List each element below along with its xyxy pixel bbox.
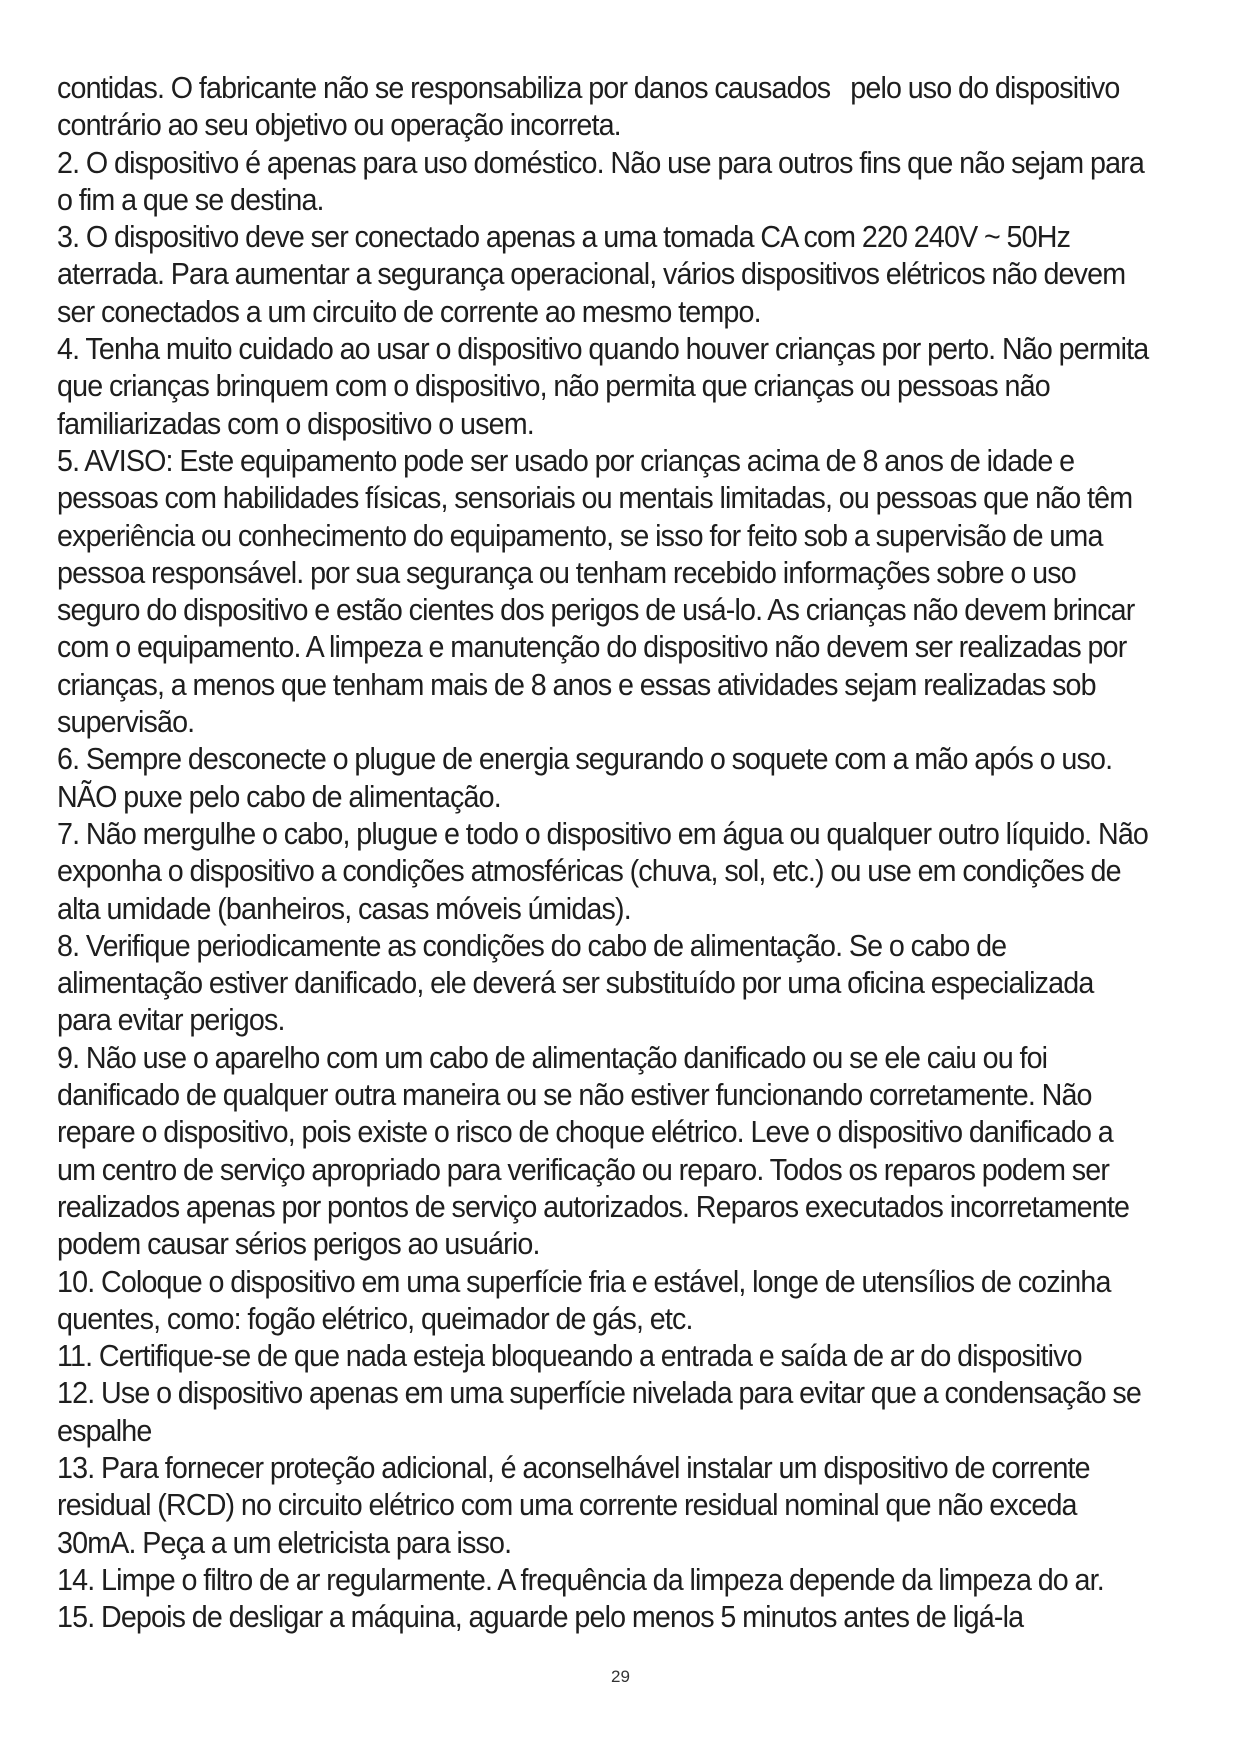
text-line: um centro de serviço apropriado para verificação ou reparo. Todos os reparos podem ser	[57, 1152, 1110, 1187]
text-line: 3. O dispositivo deve ser conectado apenas a uma tomada CA com 220 240V ~ 50Hz	[57, 220, 1071, 255]
text-line: danificado de qualquer outra maneira ou se não estiver funcionando corretamente. Não	[57, 1078, 1092, 1113]
text-line: supervisão.	[57, 705, 195, 740]
text-line: 9. Não use o aparelho com um cabo de alimentação danificado ou se ele caiu ou foi	[57, 1040, 1048, 1075]
text-line: familiarizadas com o dispositivo o usem.	[57, 406, 534, 441]
text-line: que crianças brinquem com o dispositivo, não permita que crianças ou pessoas não	[57, 369, 1050, 404]
document-body	[57, 70, 1202, 1636]
text-line: 30mA. Peça a um eletricista para isso.	[57, 1525, 512, 1560]
text-line: podem causar sérios perigos ao usuário.	[57, 1227, 540, 1262]
text-line: residual (RCD) no circuito elétrico com uma corrente residual nominal que não exceda	[57, 1488, 1077, 1523]
text-line: experiência ou conhecimento do equipamento, se isso for feito sob a supervisão de uma	[57, 518, 1103, 553]
text-line: NÃO puxe pelo cabo de alimentação.	[57, 779, 501, 814]
text-line: contidas. O fabricante não se responsabiliza por danos causados pelo uso do dispositivo	[57, 71, 1120, 105]
page-number: 29	[611, 1667, 630, 1686]
text-line: alimentação estiver danificado, ele deverá ser substituído por uma oficina especializada	[57, 966, 1094, 1001]
text-line: exponha o dispositivo a condições atmosféricas (chuva, sol, etc.) ou use em condições de	[57, 854, 1121, 889]
text-line: alta umidade (banheiros, casas móveis úmidas).	[57, 891, 631, 926]
text-line: 6. Sempre desconecte o plugue de energia segurando o soquete com a mão após o uso.	[57, 742, 1113, 777]
text-line: realizados apenas por pontos de serviço autorizados. Reparos executados incorretamente	[57, 1189, 1130, 1224]
text-line: 13. Para fornecer proteção adicional, é aconselhável instalar um dispositivo de corrente	[57, 1450, 1090, 1485]
text-line: 14. Limpe o filtro de ar regularmente. A frequência da limpeza depende da limpeza do ar.	[57, 1562, 1104, 1597]
text-line: para evitar perigos.	[57, 1003, 285, 1038]
text-line: crianças, a menos que tenham mais de 8 anos e essas atividades sejam realizadas sob	[57, 667, 1096, 702]
text-line: contrário ao seu objetivo ou operação incorreta.	[57, 108, 621, 143]
text-line: pessoa responsável. por sua segurança ou tenham recebido informações sobre o uso	[57, 555, 1076, 590]
text-line: 11. Certifique-se de que nada esteja bloqueando a entrada e saída de ar do dispositivo	[57, 1339, 1082, 1374]
text-line: espalhe	[57, 1413, 152, 1448]
text-line: 2. O dispositivo é apenas para uso doméstico. Não use para outros fins que não sejam para	[57, 145, 1144, 180]
text-line: repare o dispositivo, pois existe o risco de choque elétrico. Leve o dispositivo danificado a	[57, 1115, 1113, 1150]
text-line: ser conectados a um circuito de corrente ao mesmo tempo.	[57, 294, 761, 329]
text-line: quentes, como: fogão elétrico, queimador de gás, etc.	[57, 1301, 693, 1336]
text-line: aterrada. Para aumentar a segurança operacional, vários dispositivos elétricos não devem	[57, 257, 1126, 292]
text-line: 4. Tenha muito cuidado ao usar o dispositivo quando houver crianças por perto. Não permita	[57, 332, 1149, 367]
text-line: 10. Coloque o dispositivo em uma superfície fria e estável, longe de utensílios de cozinha	[57, 1264, 1111, 1299]
text-line: 12. Use o dispositivo apenas em uma superfície nivelada para evitar que a condensação se	[57, 1376, 1142, 1411]
text-line: 5. AVISO: Este equipamento pode ser usado por crianças acima de 8 anos de idade e	[57, 443, 1075, 478]
text-line: 7. Não mergulhe o cabo, plugue e todo o dispositivo em água ou qualquer outro líquido. Não	[57, 816, 1149, 851]
text-line: pessoas com habilidades físicas, sensoriais ou mentais limitadas, ou pessoas que não têm	[57, 481, 1133, 516]
text-line: com o equipamento. A limpeza e manutenção do dispositivo não devem ser realizadas por	[57, 630, 1127, 665]
text-line: 8. Verifique periodicamente as condições do cabo de alimentação. Se o cabo de	[57, 928, 1007, 963]
text-line: seguro do dispositivo e estão cientes dos perigos de usá-lo. As crianças não devem brincar	[57, 593, 1135, 628]
text-line: o fim a que se destina.	[57, 182, 324, 217]
text-line: 15. Depois de desligar a máquina, aguarde pelo menos 5 minutos antes de ligá-la	[57, 1600, 1024, 1635]
